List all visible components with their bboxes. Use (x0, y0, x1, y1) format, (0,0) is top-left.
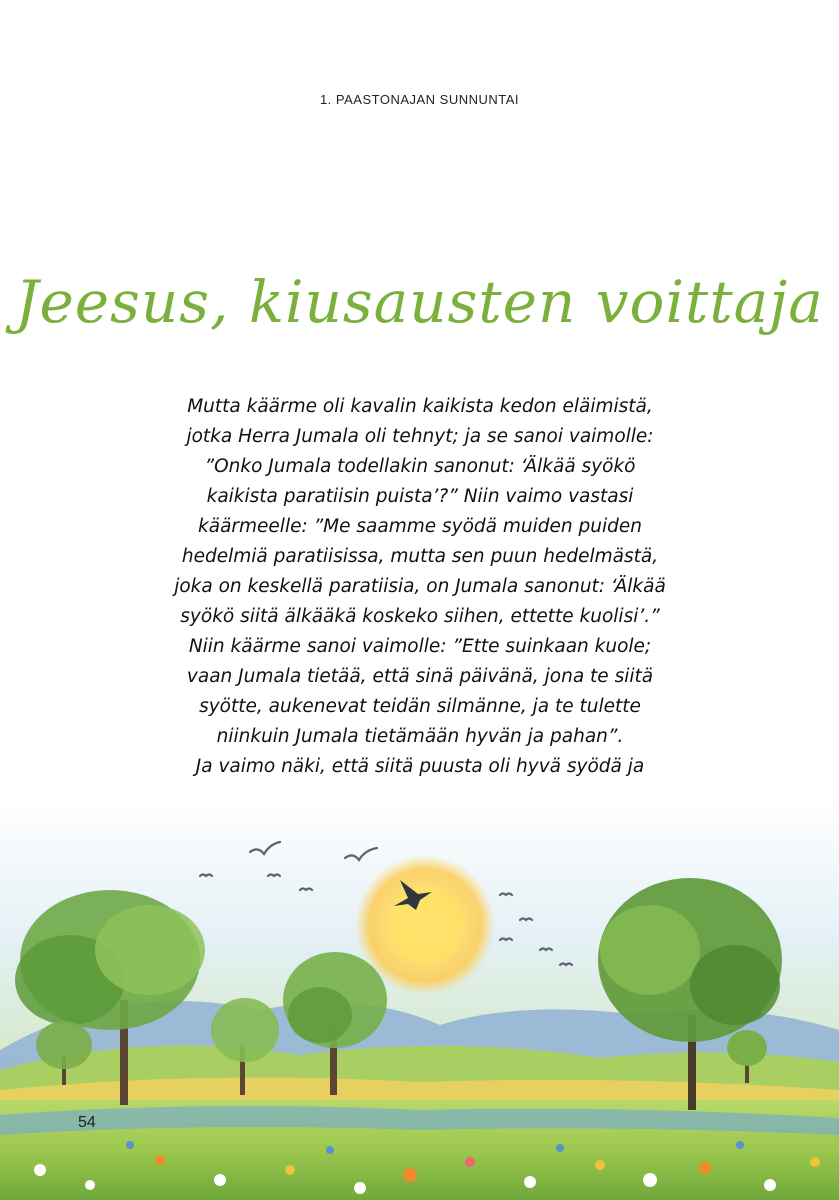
page-title: Jeesus, kiusausten voittaja (15, 268, 824, 336)
text-line: käärmeelle: ”Me saamme syödä muiden puiden (198, 516, 642, 537)
page-number: 54 (78, 1114, 96, 1131)
text-line: niinkuin Jumala tietämään hyvän ja pahan”. (216, 726, 624, 747)
text-line: vaan Jumala tietää, että sinä päivänä, jona te siitä (186, 666, 654, 687)
text-line: ”Onko Jumala todellakin sanonut: ‘Älkää syökö (204, 456, 636, 477)
scripture-text (120, 392, 720, 782)
sun (387, 887, 463, 963)
meadow-illustration (0, 800, 839, 1200)
text-line: Ja vaimo näki, että siitä puusta oli hyvä syödä ja (195, 756, 645, 777)
text-line: hedelmiä paratiisissa, mutta sen puun hedelmästä, (181, 546, 659, 567)
text-line: kaikista paratiisin puista’?” Niin vaimo vastasi (206, 486, 634, 507)
text-line: Mutta käärme oli kavalin kaikista kedon eläimistä, (187, 396, 653, 417)
text-line: Niin käärme sanoi vaimolle: ”Ette suinkaan kuole; (188, 636, 652, 657)
text-line: jotka Herra Jumala oli tehnyt; ja se sanoi vaimolle: (186, 426, 654, 447)
running-head: 1. PAASTONAJAN SUNNUNTAI (319, 92, 520, 107)
text-line: syötte, aukenevat teidän silmänne, ja te tulette (199, 696, 641, 717)
text-line: syökö siitä älkääkä koskeko siihen, ettette kuolisi’.” (180, 606, 660, 627)
text-line: joka on keskellä paratiisia, on Jumala sanonut: ‘Älkää (174, 576, 666, 597)
